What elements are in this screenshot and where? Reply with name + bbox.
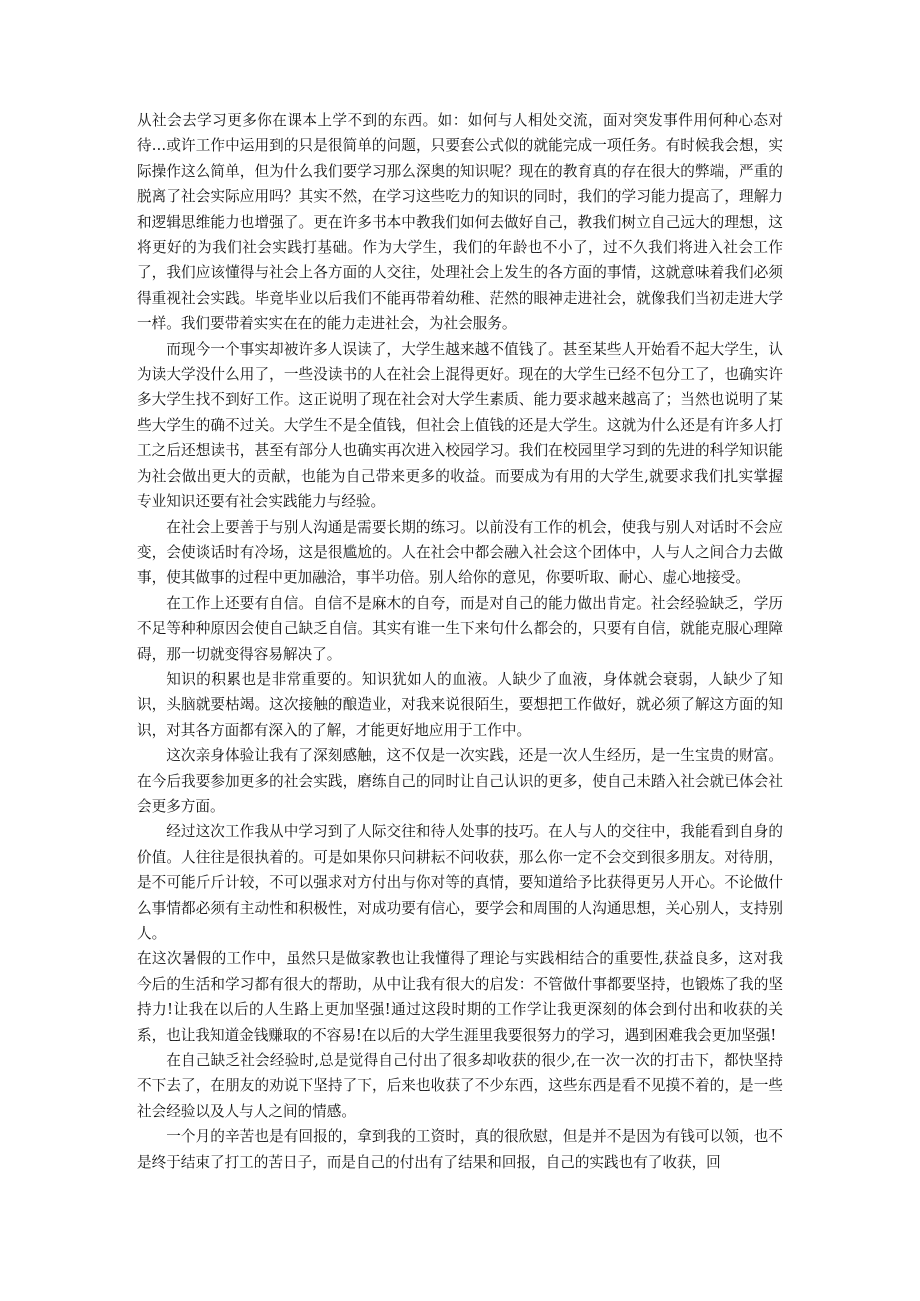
paragraph-10: 一个月的辛苦也是有回报的，拿到我的工资时，真的很欣慰，但是并不是因为有钱可以领，也不是终于结束了打工的苦日子，而是自己的付出有了结果和回报，自己的实践也有了收获，回 (137, 1128, 783, 1171)
document-body (137, 108, 783, 1175)
paragraph-3: 在社会上要善于与别人沟通是需要长期的练习。以前没有工作的机会，使我与别人对话时不会应变，会使谈话时有冷场，这是很尴尬的。人在社会中都会融入社会这个团体中，人与人之间合力去做事，使其做事的过程中更加融洽，事半功倍。别人给你的意见，你要听取、耐心、虚心地接受。 (137, 518, 783, 587)
paragraph-1: 从社会去学习更多你在课本上学不到的东西。如：如何与人相处交流，面对突发事件用何种心态对待…或许工作中运用到的只是很简单的问题，只要套公式似的就能完成一项任务。有时候我会想，实际操作这么简单，但为什么我们要学习那么深奥的知识呢？现在的教育真的存在很大的弊端，严重的脱离了社会实际应用吗？其实不然，在学习这些吃力的知识的同时，我们的学习能力提高了，理解力和逻辑思维能力也增强了。更在许多书本中教我们如何去做好自己，教我们树立自己远大的理想，这将更好的为我们社会实践打基础。作为大学生，我们的年龄也不小了，过不久我们将进入社会工作了，我们应该懂得与社会上各方面的人交往，处理社会上发生的各方面的事情，这就意味着我们必须得重视社会实践。毕竟毕业以后我们不能再带着幼稚、茫然的眼神走进社会，就像我们当初走进大学一样。我们要带着实实在在的能力走进社会，为社会服务。 (137, 112, 783, 333)
paragraph-6: 这次亲身体验让我有了深刻感触，这不仅是一次实践，还是一次人生经历，是一生宝贵的财富。在今后我要参加更多的社会实践，磨练自己的同时让自己认识的更多，使自己未踏入社会就已体会社会更多方面。 (137, 747, 783, 815)
paragraph-9: 在自己缺乏社会经验时,总是觉得自己付出了很多却收获的很少,在一次一次的打击下，都快坚持不下去了，在朋友的劝说下坚持了下，后来也收获了不少东西，这些东西是看不见摸不着的，是一些社会经验以及人与人之间的情感。 (137, 1052, 783, 1120)
paragraph-8: 在这次暑假的工作中，虽然只是做家教也让我懂得了理论与实践相结合的重要性,获益良多，这对我今后的生活和学习都有很大的帮助，从中让我有很大的启发：不管做什事都要坚持，也锻炼了我的坚持力!让我在以后的人生路上更加坚强!通过这段时期的工作学让我更深刻的体会到付出和收获的关系，也让我知道金钱赚取的不容易!在以后的大学生涯里我要很努力的学习，遇到困难我会更加坚强! (137, 950, 783, 1044)
paragraph-2: 而现今一个事实却被许多人误读了，大学生越来越不值钱了。甚至某些人开始看不起大学生，认为读大学没什么用了，一些没读书的人在社会上混得更好。现在的大学生已经不包分工了，也确实许多大学生找不到好工作。这正说明了现在社会对大学生素质、能力要求越来越高了；当然也说明了某些大学生的确不过关。大学生不是全值钱，但社会上值钱的还是大学生。这就为什么还是有许多人打工之后还想读书，甚至有部分人也确实再次进入校园学习。我们在校园里学习到的先进的科学知识能为社会做出更大的贡献，也能为自己带来更多的收益。而要成为有用的大学生,就要求我们扎实掌握专业知识还要有社会实践能力与经验。 (137, 340, 783, 511)
paragraph-5: 知识的积累也是非常重要的。知识犹如人的血液。人缺少了血液，身体就会衰弱，人缺少了知识，头脑就要枯竭。这次接触的酿造业，对我来说很陌生，要想把工作做好，就必须了解这方面的知识，对其各方面都有深入的了解，才能更好地应用于工作中。 (137, 670, 783, 739)
paragraph-7: 经过这次工作我从中学习到了人际交往和待人处事的技巧。在人与人的交往中，我能看到自身的价值。人往往是很执着的。可是如果你只问耕耘不问收获，那么你一定不会交到很多朋友。对待朋，是不可能斤斤计较，不可以强求对方付出与你对等的真情，要知道给予比获得更另人开心。不论做什么事情都必须有主动性和积极性，对成功要有信心，要学会和周围的人沟通思想，关心别人，支持别人。 (137, 823, 783, 942)
paragraph-4: 在工作上还要有自信。自信不是麻木的自夸，而是对自己的能力做出肯定。社会经验缺乏，学历不足等种种原因会使自己缺乏自信。其实有谁一生下来句什么都会的，只要有自信，就能克服心理障碍，那一切就变得容易解决了。 (137, 594, 783, 663)
